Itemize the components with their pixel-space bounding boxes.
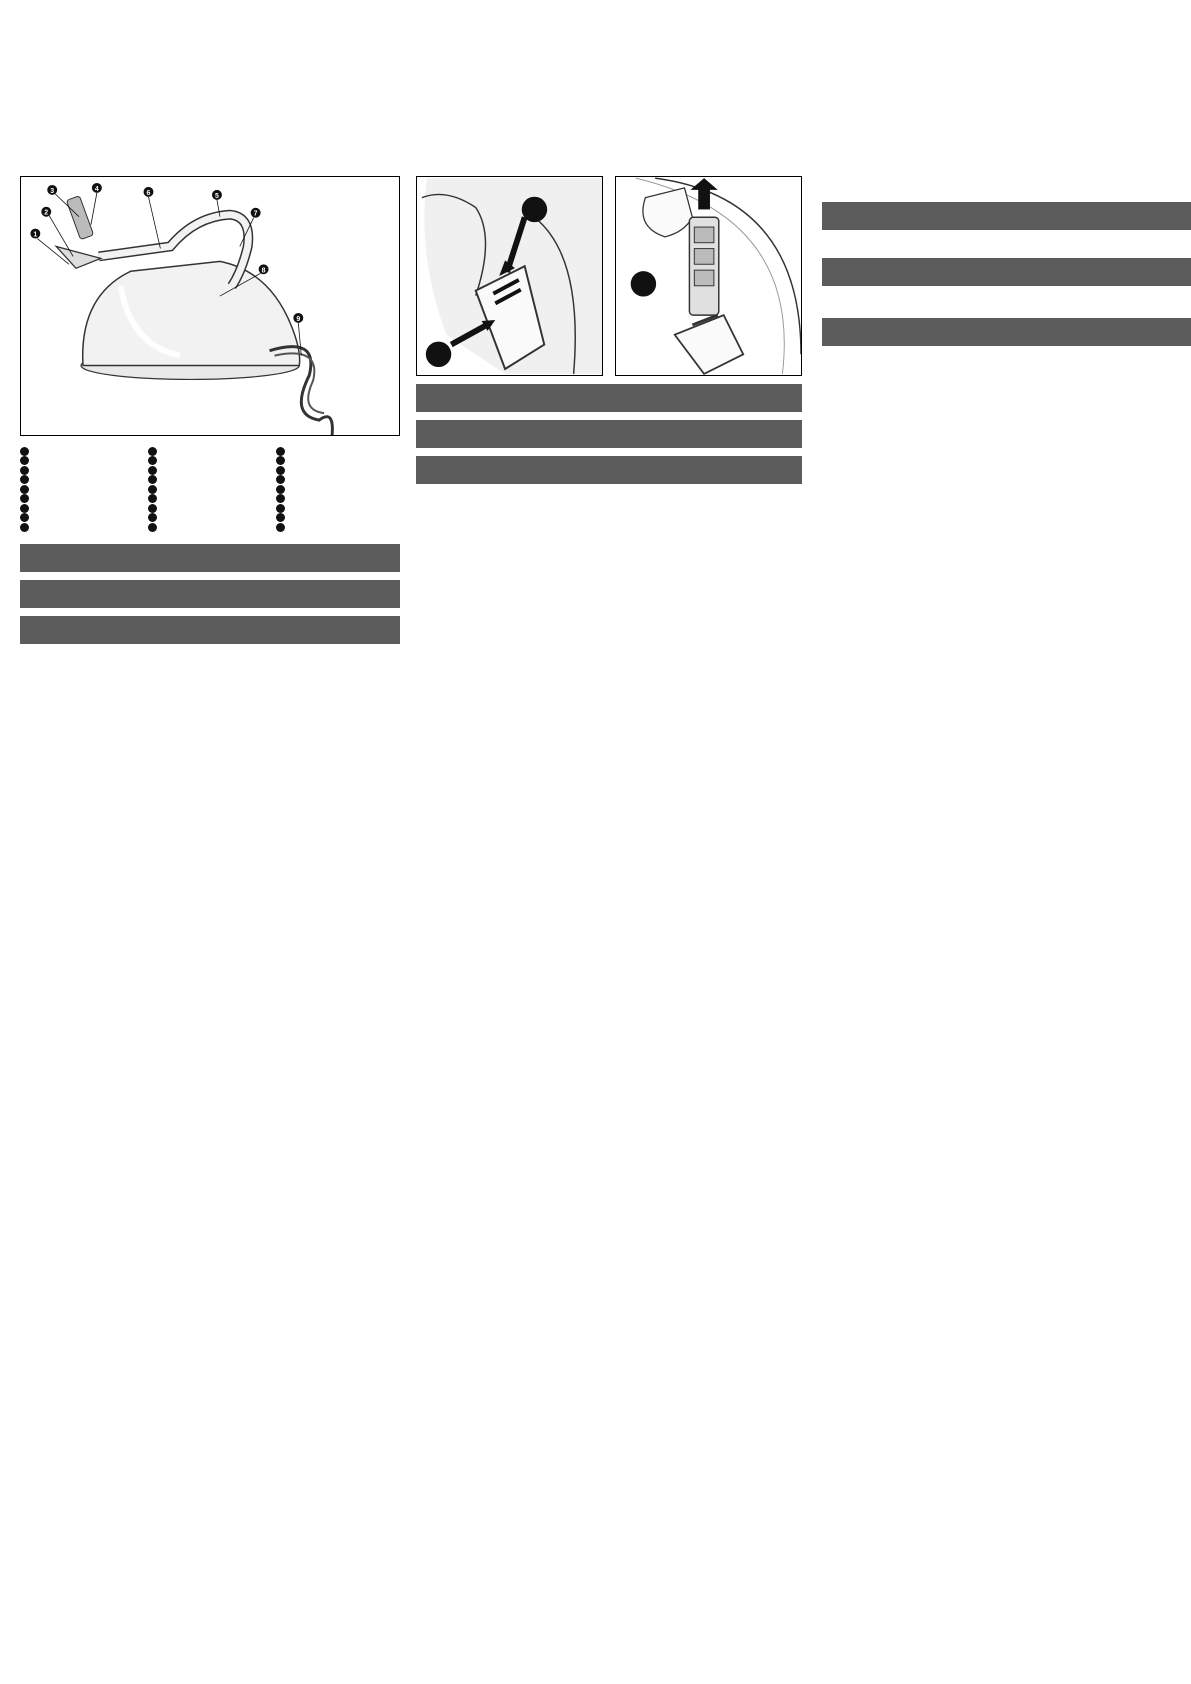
svg-text:8: 8 <box>261 267 266 275</box>
how-to-use-heading <box>20 580 400 608</box>
cleaning-heading <box>20 616 400 644</box>
part-number-badge <box>148 456 157 465</box>
parts-legend <box>20 446 400 532</box>
part-number-badge <box>276 466 285 475</box>
part-item <box>276 446 400 456</box>
part-item <box>148 522 272 532</box>
svg-text:4: 4 <box>94 185 99 193</box>
part-number-badge <box>276 504 285 513</box>
part-number-badge <box>276 456 285 465</box>
part-item <box>148 503 272 513</box>
filter-removal-illustration <box>616 177 801 375</box>
column-english <box>20 176 400 650</box>
part-number-badge <box>276 513 285 522</box>
how-to-use-heading <box>822 258 1191 286</box>
part-item <box>276 456 400 466</box>
save-instructions-heading <box>822 202 1191 230</box>
part-number-badge <box>20 485 29 494</box>
part-number-badge <box>20 523 29 532</box>
part-item <box>20 446 144 456</box>
part-number-badge <box>276 475 285 484</box>
svg-text:1: 1 <box>33 231 38 239</box>
filter-figure-ab <box>416 176 603 376</box>
save-instructions-heading <box>20 544 400 572</box>
cleaning-heading <box>822 318 1191 346</box>
svg-text:7: 7 <box>253 210 258 218</box>
part-number-badge <box>148 485 157 494</box>
part-number-badge <box>20 447 29 456</box>
part-number-badge <box>20 504 29 513</box>
svg-text:3: 3 <box>50 187 55 195</box>
filter-figure-c <box>615 176 802 376</box>
parts-list-french <box>276 446 400 532</box>
part-item <box>276 503 400 513</box>
cleaning-heading <box>416 456 802 484</box>
column-french <box>822 176 1191 352</box>
part-number-badge <box>20 456 29 465</box>
part-number-badge <box>276 494 285 503</box>
part-item <box>20 465 144 475</box>
svg-text:6: 6 <box>146 189 151 197</box>
spout-vent-illustration <box>417 177 602 375</box>
part-number-badge <box>148 513 157 522</box>
part-item <box>276 465 400 475</box>
part-number-badge <box>148 466 157 475</box>
part-number-badge <box>148 523 157 532</box>
part-item <box>148 446 272 456</box>
part-item <box>276 475 400 485</box>
part-number-badge <box>148 475 157 484</box>
part-item <box>276 522 400 532</box>
column-spanish <box>416 176 802 490</box>
part-number-badge <box>276 447 285 456</box>
part-item <box>148 513 272 523</box>
how-to-use-heading <box>416 420 802 448</box>
part-item <box>20 503 144 513</box>
parts-list-spanish <box>148 446 272 532</box>
kettle-parts-figure <box>20 176 400 436</box>
kettle-illustration <box>21 177 399 435</box>
part-item <box>276 494 400 504</box>
part-item <box>20 475 144 485</box>
part-number-badge <box>20 494 29 503</box>
part-number-badge <box>20 475 29 484</box>
part-item <box>20 456 144 466</box>
part-number-badge <box>20 513 29 522</box>
part-item <box>20 513 144 523</box>
part-item <box>148 475 272 485</box>
svg-text:5: 5 <box>214 192 219 200</box>
part-item <box>148 484 272 494</box>
save-instructions-heading <box>416 384 802 412</box>
filter-figures <box>416 176 802 376</box>
part-number-badge <box>276 523 285 532</box>
part-item <box>148 465 272 475</box>
part-item <box>276 484 400 494</box>
part-number-badge <box>20 466 29 475</box>
part-item <box>276 513 400 523</box>
part-item <box>20 484 144 494</box>
part-number-badge <box>276 485 285 494</box>
svg-text:2: 2 <box>44 209 49 217</box>
part-item <box>20 522 144 532</box>
part-item <box>20 494 144 504</box>
part-item <box>148 494 272 504</box>
parts-list-english <box>20 446 144 532</box>
svg-text:9: 9 <box>296 315 301 323</box>
part-number-badge <box>148 494 157 503</box>
part-item <box>148 456 272 466</box>
part-number-badge <box>148 504 157 513</box>
part-number-badge <box>148 447 157 456</box>
